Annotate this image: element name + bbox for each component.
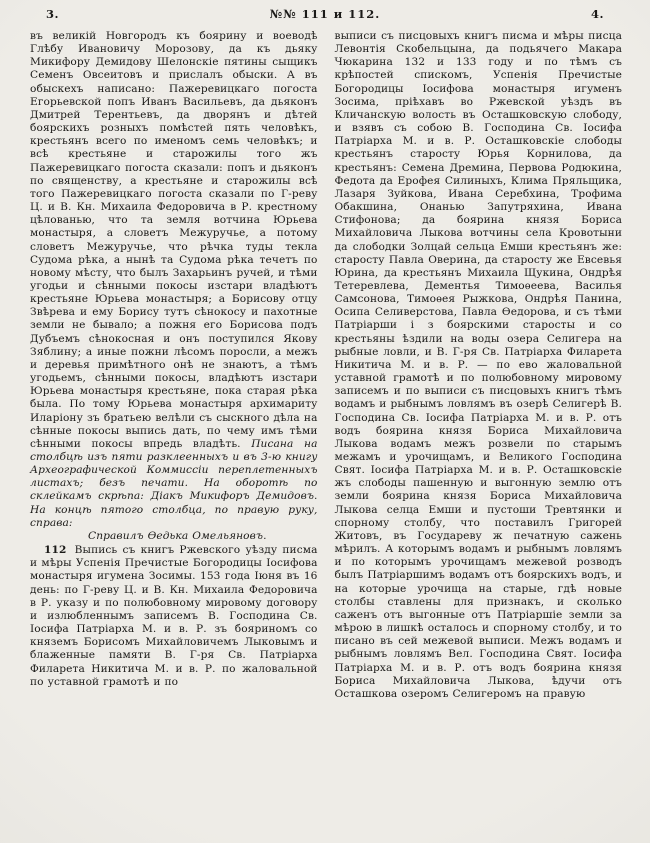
- document-111-body-text: въ великій Новгородъ къ боярину и воеводѣ Глѣбу Ивановичу Морозову, да къ дьяку Микифору Демидову Шелонскіе пятины сыщикъ Семенъ Овсеитовъ и прислалъ обыски. А въ обыскехъ написано: Пажеревицкаго погоста Егорьевской попъ Иванъ Васильевъ, да дьяконъ Дмитрей Терентьевъ, да дворянъ и дѣтей боярскихъ розныхъ помѣстей пять человѣкъ, крестьянъ всего по именомъ семь человѣкъ; и всѣ крестьяне и старожилы того жъ Пажеревицкаго погоста сказали: попъ и дьяконъ по священству, а крестьяне и старожилы всѣ того Пажеревицкаго погоста сказали по Г-реву Ц. и В. Кн. Михаила Федоровича в Р. крестному цѣлованью, что та земля вотчина Юрьева монастыря, а словетъ Межуручье, а потому словетъ Межуручье, что рѣчка туды текла Судома рѣка, а нынѣ та Судома рѣка течетъ по новому мѣсту, что былъ Захарьинъ ручей, и тѣми угодьи и сѣнными покосы изстари владѣютъ крестьяне Юрьева монастыря; а Борисову отцу Звѣрева и ему Борису тутъ сѣнокосу и пахотные земли не бывало; а пожня его Борисова подъ Дубъемъ сѣнокосная и онъ поступился Якову Зяблину; а иные пожни лѣсомъ поросли, а межъ и деревья примѣтного онѣ не знаютъ, а тѣмъ угодьемъ, сѣнными покосы, владѣютъ изстари Юрьева монастыря крестьяне, пока старая рѣка была. По тому Юрьева монастыря архимариту Иларіону зъ братьею велѣли съ сыскного дѣла на сѣнные покосы выпись дать, по чему имъ тѣми сѣнными покосы впредь владѣть.: [30, 30, 318, 450]
- document-112-paragraph: [30, 544, 318, 689]
- document-112-number: 112: [44, 544, 67, 557]
- document-111-scribe-signature: Справилъ Ѳедька Омельяновъ.: [88, 529, 267, 542]
- page-number-right: 4.: [590, 7, 604, 21]
- page-header: [30, 7, 622, 21]
- document-111-archival-note: Писана на столбцѣ изъ пяти разклеенныхъ и въ 3-ю книгу Археографической Коммиссіи переплетенныхъ листахъ; безъ печати. На оборотѣ по склейкамъ скрѣпа: Діакъ Микифоръ Демидовъ. На концѣ пятого столбца, по правую руку, справа:: [30, 437, 318, 529]
- running-title: №№ 111 и 112.: [269, 7, 381, 21]
- document-111-paragraph: [30, 30, 318, 530]
- document-112-body-text: Выпись съ книгъ Ржевского уѣзду писма и мѣры Успенія Пречистые Богородицы Іосифова монастыря игумена Зосимы. 153 года Іюня въ 16 день: по Г-реву Ц. и В. Кн. Михаила Федоровича в Р. указу и по полюбовному мировому договору и излюбленнымъ записемъ В. Господина Св. Іосифа Патріарха М. и в. Р. зъ бояриномъ со княземъ Борисомъ Михайловичемъ Лыковымъ и блаженные памяти В. Г-ря Св. Патріарха Филарета Никитича М. и в. Р. по жаловальной по уставной грамотѣ и по: [30, 544, 318, 688]
- left-column: [30, 30, 318, 701]
- right-column: [335, 30, 623, 701]
- text-columns: [30, 30, 622, 701]
- document-112-continuation-text: выписи съ писцовыхъ книгъ писма и мѣры писца Левонтія Скобельцына, да подьячего Макара Чюкарина 132 и 133 году и по тѣмъ съ крѣпостей спискомъ, Успенія Пречистые Богородицы Іосифова монастыря игуменъ Зосима, пріѣхавъ во Ржевской уѣздъ въ Кличанскую волость въ Осташковскую слободу, и взявъ съ собою В. Господина Св. Іосифа Патріарха М. и в. Р. Осташковскіе слободы крестьянъ старосту Юрья Корнилова, да крестьянъ: Семена Дремина, Первова Родюкина, Федота да Ерофея Силиныхъ, Клима Пряльщика, Лазаря Зуйкова, Ивана Серебхина, Трофима Обакшина, Онанью Запутряхина, Ивана Стифонова; да боярина князя Бориса Михайловича Лыкова вотчины села Кровотыни да слободки Золцай сельца Емши крестьянъ же: старосту Павла Оверина, да старосту же Евсевья Юрина, да крестьянъ Михаила Щукина, Ондрѣя Тетеревлева, Дементья Тимоѳеева, Василья Самсонова, Тимоѳея Рыжкова, Ондрѣя Панина, Осипа Селиверстова, Павла Ѳедорова, и съ тѣми Патріарши і з боярскими старосты и со крестьяны ѣздили на воды озера Селигера на рыбные ловли, и В. Г-ря Св. Патріарха Филарета Никитича М. и в. Р. — по ево жаловальной уставной грамотѣ и по полюбовному мировому записемъ и по выписи съ писцовыхъ книгъ тѣмъ водамъ и рыбнымъ ловлямъ въ озерѣ Селигерѣ В. Господина Св. Іосифа Патріарха М. и в. Р. отъ водъ боярина князя Бориса Михайловича Лыкова водамъ межъ розвели по старымъ межамъ и урочищамъ, и Великого Господина Свят. Іосифа Патріарха М. и в. Р. Осташковскіе жъ слободы пашенную и выгонную землю отъ земли боярина князя Бориса Михайловича Лыкова селца Емши и пустоши Тревтянки и спорному столбу, что поставилъ Григорей Житовъ, въ Государеву ж печатную сажень мѣрилъ. А которымъ водамъ и рыбнымъ ловлямъ и по которымъ урочищамъ межевой розводъ былъ Патріаршимъ водамъ отъ боярскихъ водъ, и на которые урочища на старые, гдѣ новые столбы ставлены для признакъ, и сколько саженъ отъ выгонные отъ Патріаршіе земли за мѣрою в лишкѣ осталось и спорному столбу, и то писано въ сей межевой выписи. Межъ водамъ и рыбнымъ ловлямъ Вел. Господина Свят. Іосифа Патріарха М. и в. Р. отъ водъ боярина князя Бориса Михайловича Лыкова, ѣдучи отъ Осташкова озеромъ Селигеромъ на правую: [334, 30, 622, 700]
- page-number-left: 3.: [46, 7, 60, 21]
